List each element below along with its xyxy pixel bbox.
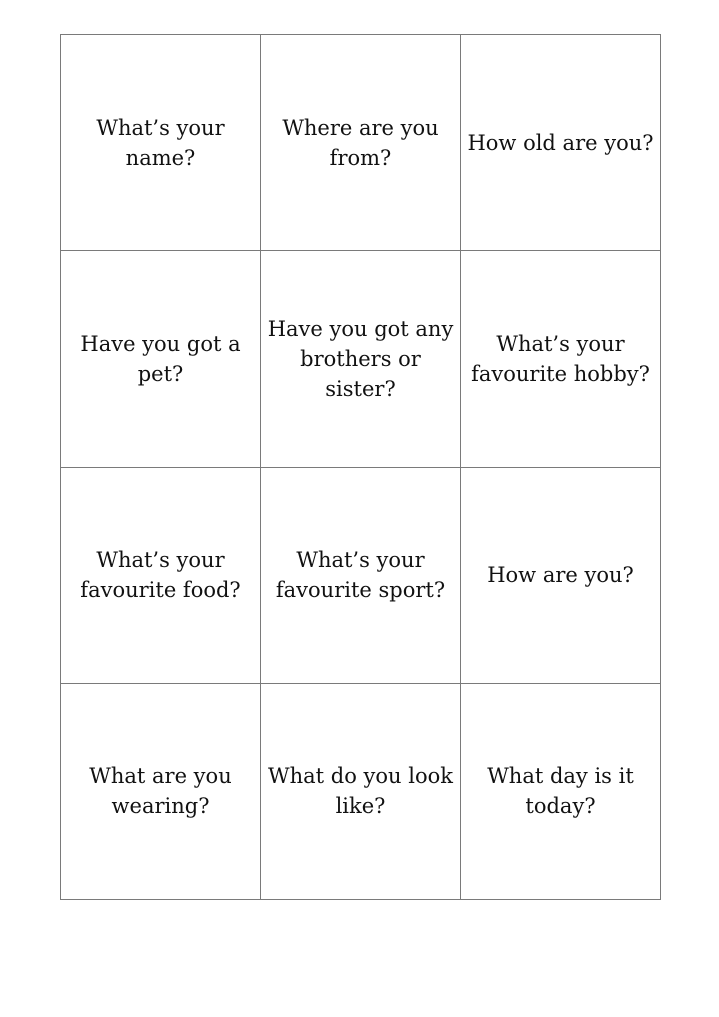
question-card: What day is it today?	[461, 683, 661, 899]
question-card: What’s your name?	[61, 35, 261, 251]
question-card: How old are you?	[461, 35, 661, 251]
question-card: Have you got a pet?	[61, 251, 261, 467]
question-card: What are you wearing?	[61, 683, 261, 899]
question-card: How are you?	[461, 467, 661, 683]
question-card-grid	[60, 34, 661, 900]
question-card: What’s your favourite sport?	[261, 467, 461, 683]
question-card: Have you got any brothers or sister?	[261, 251, 461, 467]
question-card: What’s your favourite food?	[61, 467, 261, 683]
card-row	[61, 35, 661, 251]
card-row	[61, 683, 661, 899]
question-card: Where are you from?	[261, 35, 461, 251]
question-card: What do you look like?	[261, 683, 461, 899]
card-row	[61, 251, 661, 467]
card-row	[61, 467, 661, 683]
question-card: What’s your favourite hobby?	[461, 251, 661, 467]
